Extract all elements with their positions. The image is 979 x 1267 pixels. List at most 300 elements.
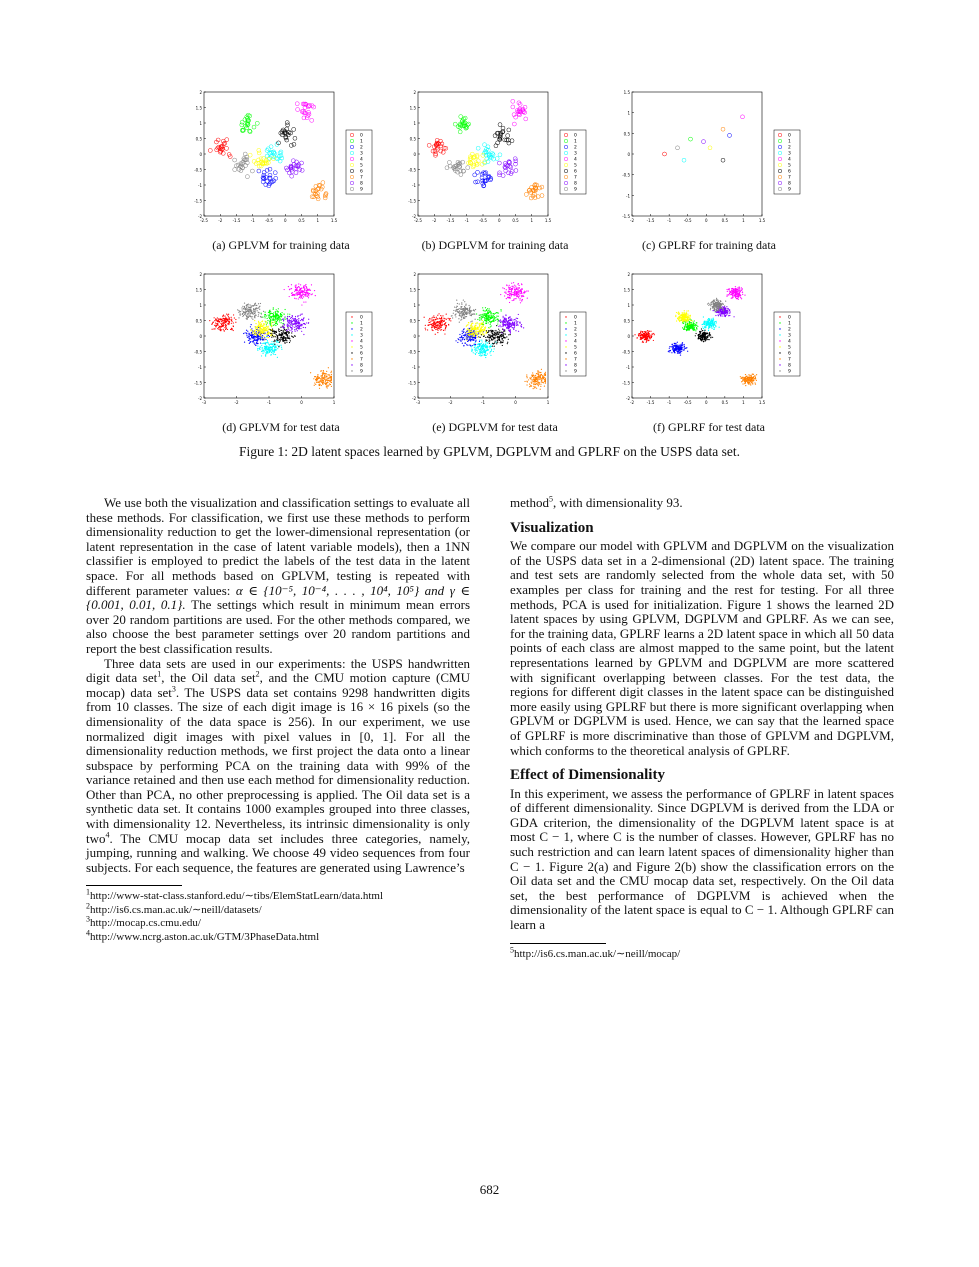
data-point <box>533 375 534 376</box>
data-point <box>462 311 463 312</box>
legend-label: 5 <box>574 163 577 169</box>
data-point <box>277 315 278 316</box>
data-point <box>258 303 259 304</box>
data-point <box>646 340 647 341</box>
data-point <box>482 326 483 327</box>
data-point <box>526 290 527 291</box>
data-point <box>461 315 462 316</box>
data-point <box>508 297 509 298</box>
data-point <box>539 379 540 380</box>
data-point <box>511 288 512 289</box>
data-point <box>298 298 299 299</box>
data-point <box>276 332 277 333</box>
data-point <box>223 329 224 330</box>
data-point <box>692 320 693 321</box>
data-point <box>482 314 483 315</box>
data-point <box>431 323 432 324</box>
data-point <box>675 315 676 316</box>
data-point <box>477 319 478 320</box>
legend-label: 4 <box>574 157 577 163</box>
data-point <box>268 350 269 351</box>
data-point <box>727 289 728 290</box>
data-point <box>471 325 472 326</box>
data-point <box>246 335 247 336</box>
data-point <box>460 319 461 320</box>
data-point <box>252 305 253 306</box>
data-point <box>692 325 693 326</box>
data-point <box>712 321 713 322</box>
data-point <box>524 291 525 292</box>
data-point <box>642 341 643 342</box>
data-point <box>220 319 221 320</box>
data-point <box>287 327 288 328</box>
data-point <box>489 339 490 340</box>
data-point <box>639 334 640 335</box>
data-point <box>706 321 707 322</box>
data-point <box>326 371 327 372</box>
data-point <box>287 338 288 339</box>
data-point <box>299 290 300 291</box>
data-point <box>517 318 518 319</box>
data-point <box>284 316 285 317</box>
data-point <box>690 318 691 319</box>
data-point <box>653 333 654 334</box>
x-tick-label: 1.5 <box>758 218 766 223</box>
data-point <box>280 316 281 317</box>
data-point <box>435 329 436 330</box>
data-point <box>540 389 541 390</box>
data-point <box>448 318 449 319</box>
data-point <box>471 351 472 352</box>
data-point <box>252 341 253 342</box>
data-point <box>699 333 700 334</box>
data-point <box>255 328 256 329</box>
data-point <box>537 380 538 381</box>
data-point <box>497 331 498 332</box>
data-point <box>310 372 311 373</box>
data-point <box>482 307 483 308</box>
data-point <box>258 307 259 308</box>
data-point <box>481 318 482 319</box>
data-point <box>684 321 685 322</box>
data-point <box>262 335 263 336</box>
data-point <box>468 329 469 330</box>
data-point <box>306 322 307 323</box>
data-point <box>289 323 290 324</box>
data-point <box>288 325 289 326</box>
data-point <box>509 289 510 290</box>
data-point <box>295 318 296 319</box>
y-tick-label: -2 <box>198 214 202 219</box>
data-point <box>443 318 444 319</box>
data-point <box>269 336 270 337</box>
data-point <box>679 321 680 322</box>
data-point <box>315 379 316 380</box>
data-point <box>530 385 531 386</box>
data-point <box>302 313 303 314</box>
data-point <box>226 321 227 322</box>
data-point <box>279 339 280 340</box>
data-point <box>474 347 475 348</box>
legend-marker <box>565 328 566 329</box>
data-point <box>300 315 301 316</box>
data-point <box>254 303 255 304</box>
data-point <box>228 314 229 315</box>
data-point <box>464 339 465 340</box>
legend-label: 6 <box>360 351 363 357</box>
data-point <box>704 326 705 327</box>
data-point <box>273 309 274 310</box>
legend-label: 0 <box>360 315 363 321</box>
data-point <box>446 314 447 315</box>
data-point <box>727 291 728 292</box>
scatter-plot-c <box>614 86 804 234</box>
data-point <box>481 328 482 329</box>
data-point <box>504 324 505 325</box>
data-point <box>255 308 256 309</box>
data-point <box>541 369 542 370</box>
data-point <box>498 316 499 317</box>
data-point <box>709 318 710 319</box>
data-point <box>734 292 735 293</box>
data-point <box>300 289 301 290</box>
data-point <box>485 344 486 345</box>
data-point <box>249 336 250 337</box>
data-point <box>675 345 676 346</box>
data-point <box>491 350 492 351</box>
data-point <box>473 332 474 333</box>
data-point <box>514 289 515 290</box>
data-point <box>516 322 517 323</box>
data-point <box>702 330 703 331</box>
data-point <box>685 315 686 316</box>
data-point <box>536 377 537 378</box>
data-point <box>463 314 464 315</box>
data-point <box>299 296 300 297</box>
data-point <box>505 322 506 323</box>
data-point <box>461 319 462 320</box>
data-point <box>514 322 515 323</box>
data-point <box>533 379 534 380</box>
data-point <box>327 382 328 383</box>
data-point <box>456 300 457 301</box>
data-point <box>256 337 257 338</box>
data-point <box>729 293 730 294</box>
data-point <box>709 334 710 335</box>
data-point <box>222 325 223 326</box>
data-point <box>540 386 541 387</box>
data-point <box>482 334 483 335</box>
data-point <box>531 383 532 384</box>
data-point <box>640 333 641 334</box>
data-point <box>314 382 315 383</box>
data-point <box>279 342 280 343</box>
data-point <box>543 382 544 383</box>
data-point <box>673 348 674 349</box>
data-point <box>217 328 218 329</box>
data-point <box>283 332 284 333</box>
data-point <box>266 345 267 346</box>
data-point <box>293 324 294 325</box>
data-point <box>704 330 705 331</box>
data-point <box>485 337 486 338</box>
data-point <box>326 380 327 381</box>
data-point <box>512 327 513 328</box>
y-tick-label: -1.5 <box>194 198 202 204</box>
data-point <box>252 335 253 336</box>
data-point <box>218 318 219 319</box>
legend-label: 1 <box>360 139 363 145</box>
data-point <box>481 340 482 341</box>
data-point <box>223 321 224 322</box>
data-point <box>489 328 490 329</box>
data-point <box>522 295 523 296</box>
data-point <box>680 349 681 350</box>
y-tick-label: 2 <box>199 90 202 95</box>
data-point <box>735 294 736 295</box>
data-point <box>278 316 279 317</box>
data-point <box>504 318 505 319</box>
data-point <box>278 346 279 347</box>
data-point <box>703 323 704 324</box>
data-point <box>728 294 729 295</box>
data-point <box>251 336 252 337</box>
data-point <box>476 327 477 328</box>
data-point <box>246 305 247 306</box>
x-tick-label: 1.5 <box>330 218 338 223</box>
data-point <box>543 377 544 378</box>
data-point <box>252 319 253 320</box>
data-point <box>682 344 683 345</box>
data-point <box>314 290 315 291</box>
data-point <box>300 320 301 321</box>
data-point <box>684 327 685 328</box>
data-point <box>439 328 440 329</box>
data-point <box>679 353 680 354</box>
data-point <box>319 382 320 383</box>
data-point <box>291 332 292 333</box>
data-point <box>277 348 278 349</box>
data-point <box>475 327 476 328</box>
data-point <box>495 330 496 331</box>
data-point <box>327 380 328 381</box>
data-point <box>470 326 471 327</box>
data-point <box>484 355 485 356</box>
data-point <box>508 286 509 287</box>
data-point <box>254 309 255 310</box>
data-point <box>264 347 265 348</box>
data-point <box>485 353 486 354</box>
data-point <box>545 383 546 384</box>
data-point <box>270 322 271 323</box>
data-point <box>689 322 690 323</box>
data-point <box>289 288 290 289</box>
data-point <box>270 324 271 325</box>
data-point <box>472 333 473 334</box>
data-point <box>487 319 488 320</box>
data-point <box>533 383 534 384</box>
data-point <box>262 353 263 354</box>
data-point <box>735 297 736 298</box>
legend-box <box>560 130 586 194</box>
data-point <box>246 311 247 312</box>
y-tick-label: 1.5 <box>409 287 416 293</box>
data-point <box>694 323 695 324</box>
data-point <box>513 319 514 320</box>
data-point <box>702 326 703 327</box>
legend-marker <box>351 358 352 359</box>
data-point <box>278 317 279 318</box>
data-point <box>495 340 496 341</box>
data-point <box>274 320 275 321</box>
x-tick-label: -2.5 <box>200 218 208 223</box>
data-point <box>480 337 481 338</box>
data-point <box>512 300 513 301</box>
data-point <box>253 338 254 339</box>
data-point <box>741 287 742 288</box>
data-point <box>482 332 483 333</box>
data-point <box>466 326 467 327</box>
data-point <box>247 337 248 338</box>
data-point <box>274 347 275 348</box>
data-point <box>277 357 278 358</box>
data-point <box>503 317 504 318</box>
data-point <box>705 340 706 341</box>
data-point <box>517 321 518 322</box>
legend-label: 3 <box>360 333 363 339</box>
data-point <box>237 309 238 310</box>
data-point <box>323 373 324 374</box>
data-point <box>711 324 712 325</box>
data-point <box>669 346 670 347</box>
data-point <box>258 312 259 313</box>
data-point <box>649 337 650 338</box>
data-point <box>261 329 262 330</box>
legend-marker <box>565 340 566 341</box>
data-point <box>300 325 301 326</box>
legend-label: 7 <box>574 357 577 363</box>
data-point <box>466 316 467 317</box>
data-point <box>475 354 476 355</box>
data-point <box>319 377 320 378</box>
data-point <box>512 324 513 325</box>
data-point <box>244 342 245 343</box>
data-point <box>223 318 224 319</box>
y-tick-label: -0.5 <box>408 167 416 173</box>
y-tick-label: 1 <box>413 303 416 308</box>
data-point <box>289 316 290 317</box>
legend-label: 9 <box>574 187 577 193</box>
data-point <box>275 314 276 315</box>
data-point <box>638 335 639 336</box>
data-point <box>234 317 235 318</box>
data-point <box>708 320 709 321</box>
data-point <box>258 326 259 327</box>
legend-marker <box>351 352 352 353</box>
data-point <box>471 348 472 349</box>
data-point <box>246 333 247 334</box>
data-point <box>646 336 647 337</box>
data-point <box>482 317 483 318</box>
data-point <box>702 324 703 325</box>
data-point <box>489 347 490 348</box>
data-point <box>259 338 260 339</box>
data-point <box>541 379 542 380</box>
data-point <box>295 285 296 286</box>
legend-marker <box>351 370 352 371</box>
data-point <box>689 323 690 324</box>
data-point <box>687 321 688 322</box>
data-point <box>440 315 441 316</box>
data-point <box>267 334 268 335</box>
data-point <box>492 331 493 332</box>
data-point <box>218 329 219 330</box>
data-point <box>222 319 223 320</box>
data-point <box>494 316 495 317</box>
data-point <box>265 350 266 351</box>
data-point <box>495 342 496 343</box>
data-point <box>512 292 513 293</box>
data-point <box>475 350 476 351</box>
data-point <box>643 337 644 338</box>
data-point <box>301 324 302 325</box>
data-point <box>213 322 214 323</box>
data-point <box>491 349 492 350</box>
data-point <box>292 294 293 295</box>
data-point <box>480 344 481 345</box>
data-point <box>268 346 269 347</box>
data-point <box>214 328 215 329</box>
plot-frame <box>204 92 334 216</box>
data-point <box>491 315 492 316</box>
data-point <box>290 322 291 323</box>
figure-panel-c <box>614 86 804 234</box>
data-point <box>249 304 250 305</box>
data-point <box>501 332 502 333</box>
data-point <box>539 376 540 377</box>
data-point <box>266 323 267 324</box>
data-point <box>271 343 272 344</box>
data-point <box>278 308 279 309</box>
data-point <box>521 300 522 301</box>
data-point <box>708 330 709 331</box>
data-point <box>460 311 461 312</box>
data-point <box>275 336 276 337</box>
data-point <box>258 334 259 335</box>
data-point <box>264 314 265 315</box>
data-point <box>730 291 731 292</box>
data-point <box>538 374 539 375</box>
data-point <box>253 305 254 306</box>
data-point <box>509 323 510 324</box>
data-point <box>457 303 458 304</box>
y-tick-label: -2 <box>412 214 416 219</box>
legend-label: 2 <box>788 145 791 151</box>
data-point <box>437 332 438 333</box>
x-tick-label: 0 <box>705 218 708 223</box>
data-point <box>253 340 254 341</box>
data-point <box>688 310 689 311</box>
data-point <box>331 382 332 383</box>
data-point <box>502 334 503 335</box>
data-point <box>677 312 678 313</box>
data-point <box>640 337 641 338</box>
data-point <box>467 334 468 335</box>
data-point <box>298 322 299 323</box>
data-point <box>275 325 276 326</box>
data-point <box>672 347 673 348</box>
data-point <box>739 288 740 289</box>
